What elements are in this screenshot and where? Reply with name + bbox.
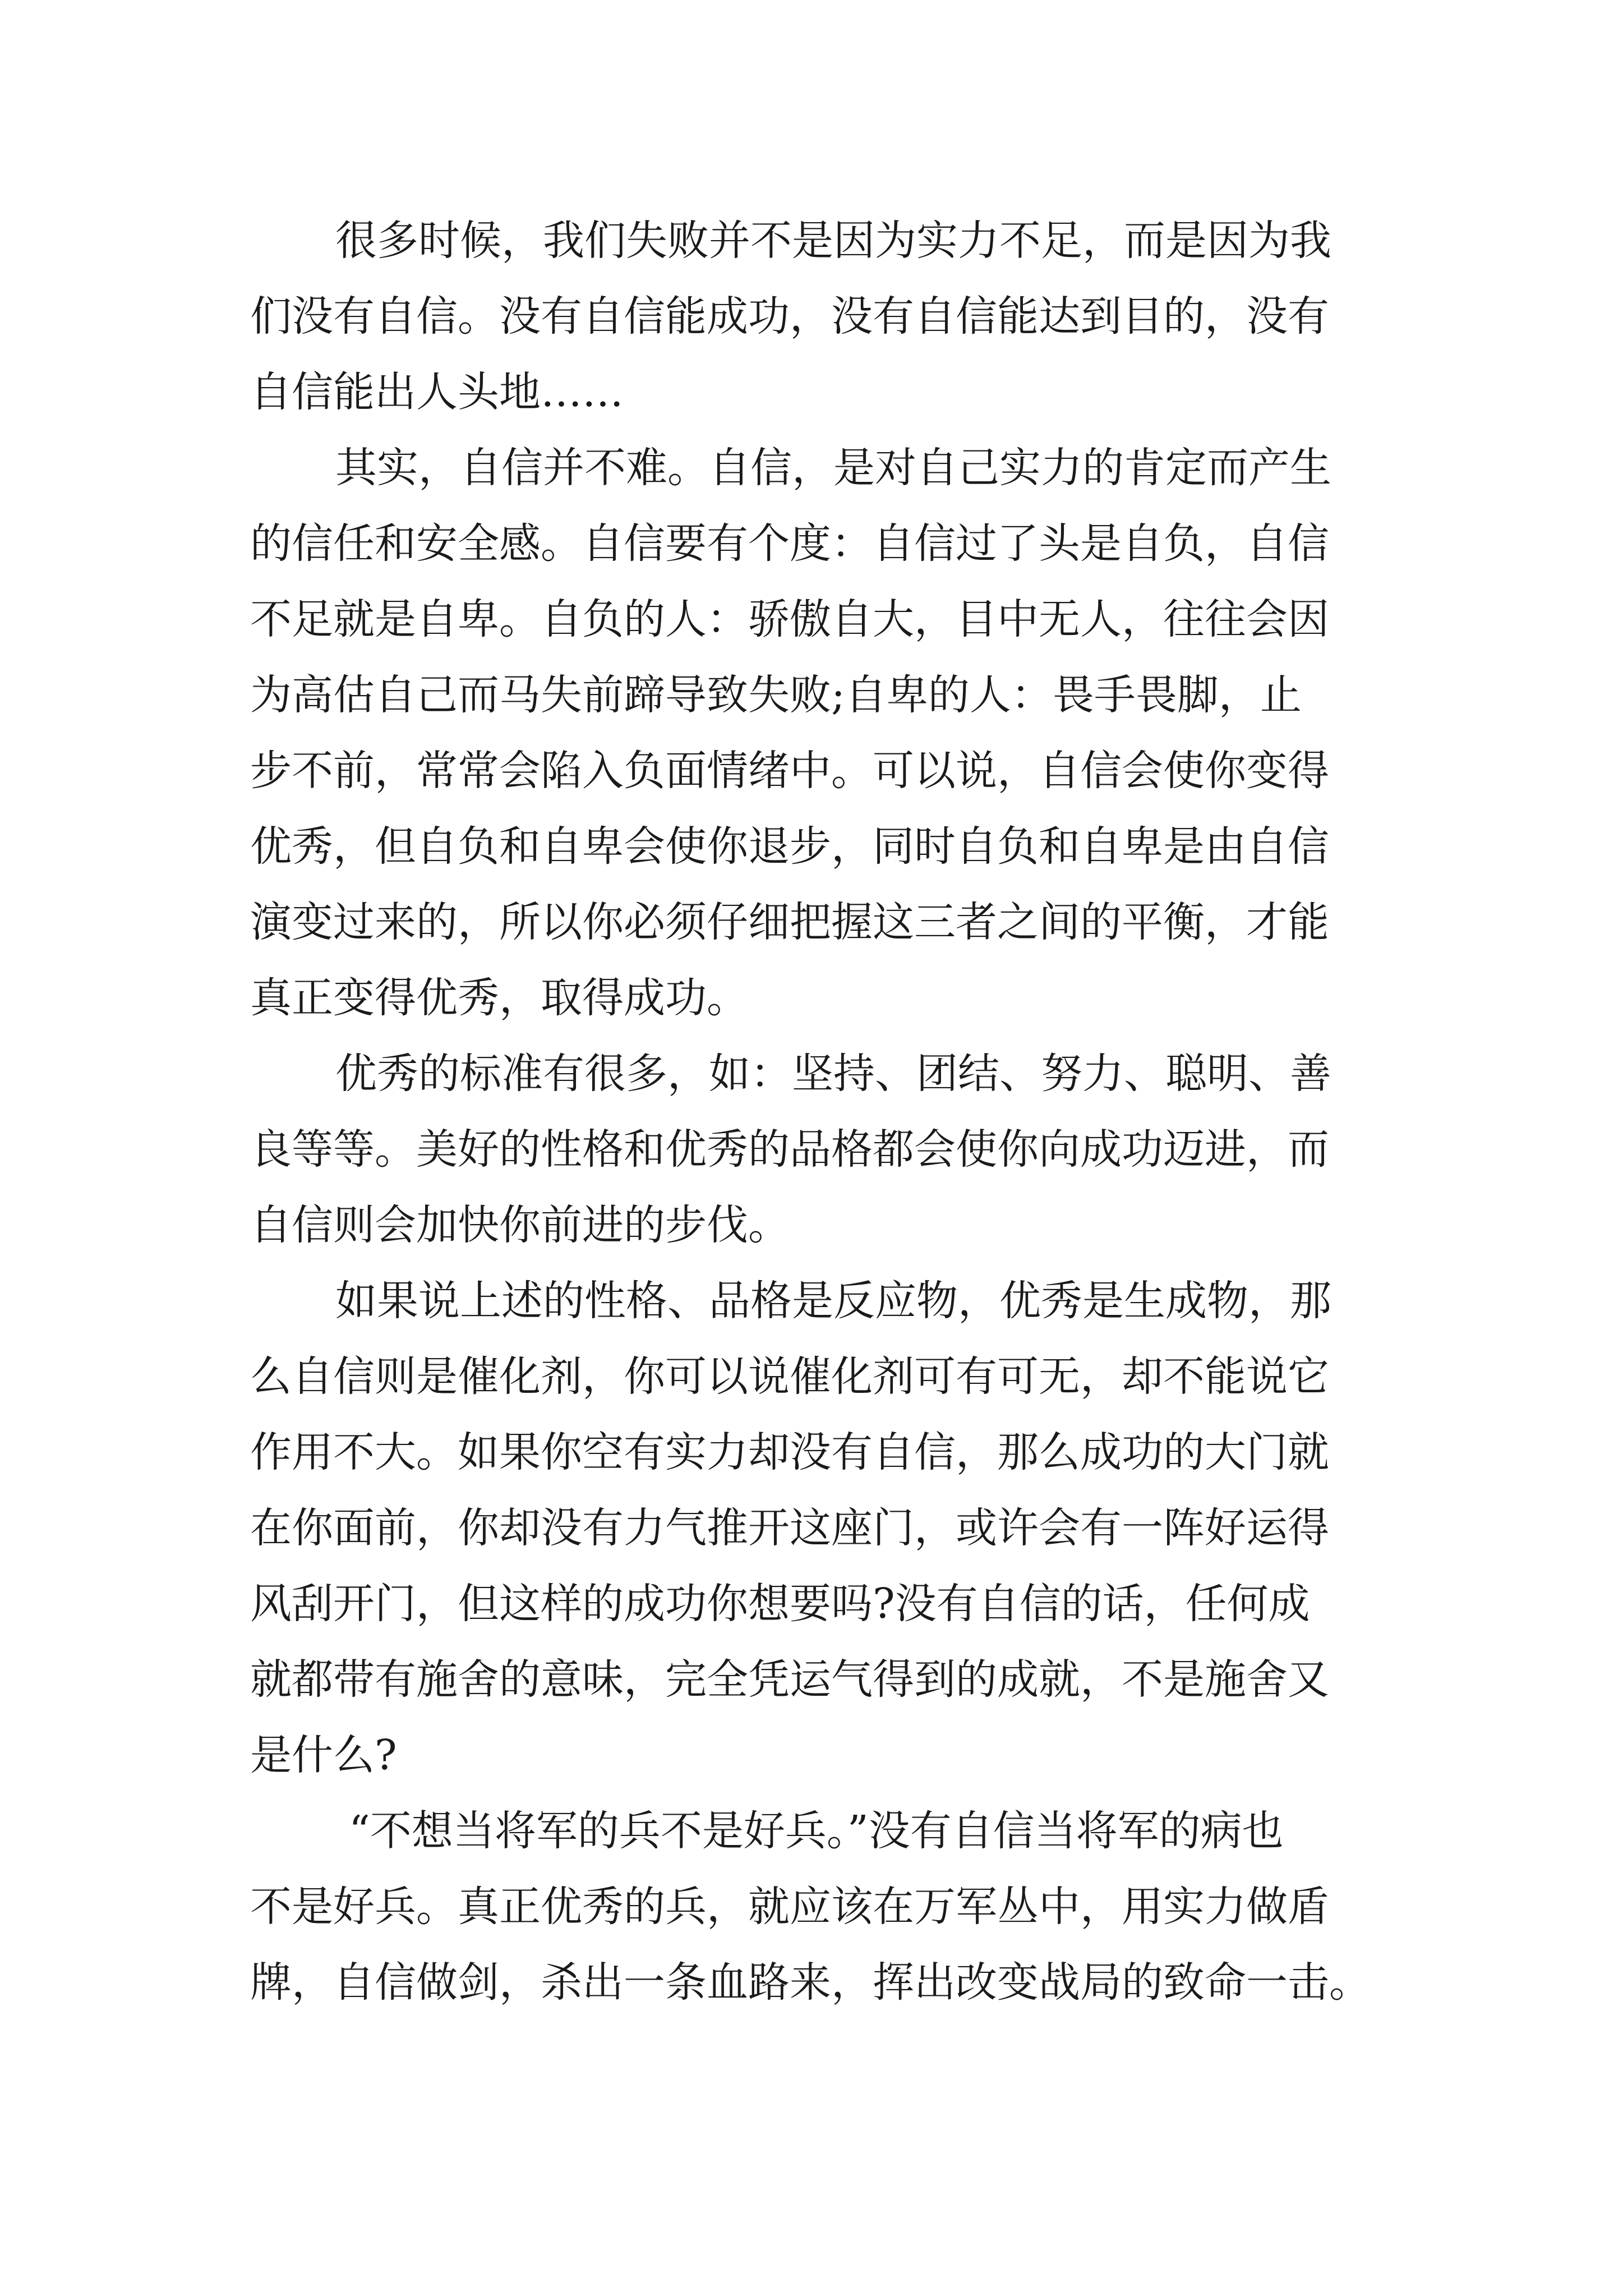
paragraph bbox=[250, 430, 1377, 1036]
paragraph bbox=[250, 203, 1377, 430]
text-line: 真正变得优秀，取得成功。 bbox=[250, 974, 748, 1022]
paragraph bbox=[250, 1263, 1377, 1793]
text-line: 就都带有施舍的意味，完全凭运气得到的成就，不是施舍又 bbox=[250, 1655, 1329, 1704]
text-line: “不想当将军的兵不是好兵。”没有自信当将军的病也 bbox=[349, 1807, 1284, 1855]
text-line: 不是好兵。真正优秀的兵，就应该在万军丛中，用实力做盾 bbox=[250, 1883, 1329, 1931]
text-line: 风刮开门，但这样的成功你想要吗?没有自信的话，任何成 bbox=[250, 1580, 1310, 1628]
text-line: 演变过来的，所以你必须仔细把握这三者之间的平衡，才能 bbox=[250, 898, 1329, 946]
text-line: 不足就是自卑。自负的人：骄傲自大，目中无人，往往会因 bbox=[250, 595, 1329, 643]
text-line: 如果说上述的性格、品格是反应物，优秀是生成物，那 bbox=[335, 1277, 1331, 1325]
text-line: 为高估自己而马失前蹄导致失败;自卑的人：畏手畏脚，止 bbox=[250, 671, 1302, 719]
text-line: 的信任和安全感。自信要有个度：自信过了头是自负，自信 bbox=[250, 519, 1329, 568]
paragraph bbox=[250, 1793, 1377, 2021]
text-line: 牌，自信做剑，杀出一条血路来，挥出改变战局的致命一击。 bbox=[250, 1958, 1371, 2007]
text-line: 其实，自信并不难。自信，是对自己实力的肯定而产生 bbox=[335, 444, 1331, 492]
text-line: 是什么? bbox=[250, 1731, 397, 1779]
text-line: 自信则会加快你前进的步伐。 bbox=[250, 1201, 790, 1249]
text-line: 优秀，但自负和自卑会使你退步，同时自负和自卑是由自信 bbox=[250, 822, 1329, 871]
text-line: 自信能出人头地…… bbox=[250, 368, 624, 416]
document-body bbox=[250, 203, 1377, 2021]
text-line: 步不前，常常会陷入负面情绪中。可以说，自信会使你变得 bbox=[250, 747, 1329, 795]
text-line: 优秀的标准有很多，如：坚持、团结、努力、聪明、善 bbox=[335, 1050, 1331, 1098]
text-line: 良等等。美好的性格和优秀的品格都会使你向成功迈进，而 bbox=[250, 1125, 1329, 1174]
text-line: 很多时候，我们失败并不是因为实力不足，而是因为我 bbox=[335, 217, 1331, 265]
text-line: 在你面前，你却没有力气推开这座门，或许会有一阵好运得 bbox=[250, 1504, 1329, 1552]
text-line: 么自信则是催化剂，你可以说催化剂可有可无，却不能说它 bbox=[250, 1352, 1329, 1401]
text-line: 们没有自信。没有自信能成功，没有自信能达到目的，没有 bbox=[250, 292, 1329, 341]
text-line: 作用不大。如果你空有实力却没有自信，那么成功的大门就 bbox=[250, 1428, 1329, 1476]
paragraph bbox=[250, 1036, 1377, 1263]
